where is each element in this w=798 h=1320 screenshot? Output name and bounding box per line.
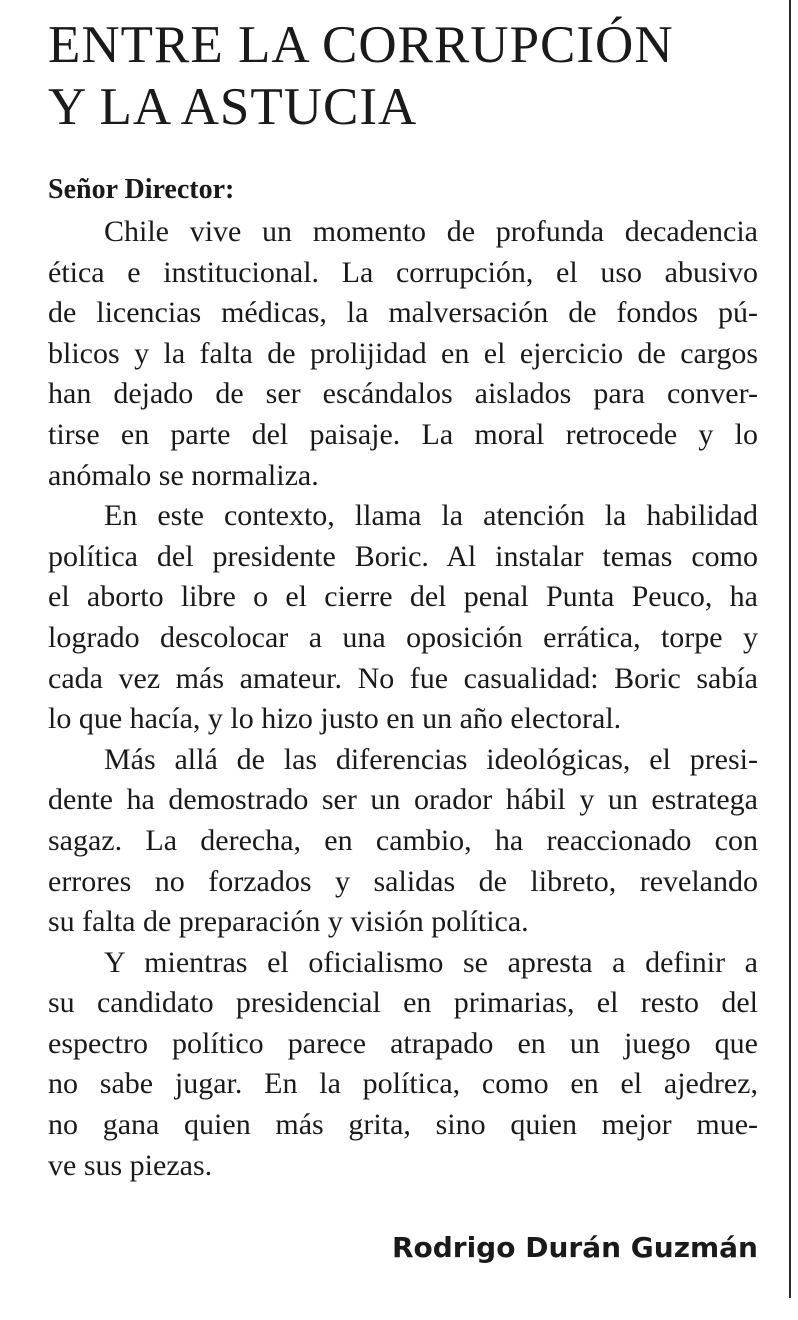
text-line: el aborto libre o el cierre del penal Punta Peuco, ha (48, 580, 758, 614)
text-line: política del presidente Boric. Al instalar temas como (48, 539, 758, 573)
author-signature: Rodrigo Durán Guzmán (391, 1231, 758, 1264)
text-line: han dejado de ser escándalos aislados para conver- (48, 377, 758, 411)
text-line: sagaz. La derecha, en cambio, ha reaccionado con (48, 823, 758, 857)
text-line: En este contexto, llama la atención la habilidad (104, 499, 758, 533)
text-line: de licencias médicas, la malversación de fondos pú- (48, 296, 758, 330)
text-line: no gana quien más grita, sino quien mejor mue- (48, 1108, 758, 1142)
text-line: ve sus piezas. (48, 1148, 213, 1182)
letter-body (48, 212, 758, 1186)
text-line: Más allá de las diferencias ideológicas, el presi- (104, 742, 758, 776)
paragraph-4 (48, 943, 758, 1187)
text-line: su candidato presidencial en primarias, el resto del (48, 986, 758, 1020)
title-line: ENTRE LA CORRUPCIÓN (48, 16, 674, 74)
text-line: errores no forzados y salidas de libreto, revelando (48, 864, 758, 898)
text-line: logrado descolocar a una oposición errática, torpe y (48, 620, 758, 654)
text-line: cada vez más amateur. No fue casualidad: Boric sabía (48, 661, 758, 695)
text-line: no sabe jugar. En la política, como en el ajedrez, (48, 1067, 758, 1101)
letter-title (48, 14, 778, 138)
paragraph-1 (48, 212, 758, 496)
salutation: Señor Director: (48, 174, 235, 205)
text-line: blicos y la falta de prolijidad en el ejercicio de cargos (48, 336, 758, 370)
title-line: Y LA ASTUCIA (48, 78, 418, 136)
text-line: lo que hacía, y lo hizo justo en un año electoral. (48, 702, 622, 736)
text-line: anómalo se normaliza. (48, 458, 319, 492)
paragraph-2 (48, 496, 758, 740)
text-line: ética e institucional. La corrupción, el uso abusivo (48, 255, 758, 289)
text-line: Y mientras el oficialismo se apresta a definir a (104, 945, 758, 979)
column-rule (789, 0, 791, 1298)
text-line: su falta de preparación y visión política. (48, 905, 529, 939)
text-line: Chile vive un momento de profunda decadencia (104, 215, 758, 248)
text-line: espectro político parece atrapado en un juego que (48, 1026, 758, 1060)
text-line: dente ha demostrado ser un orador hábil y un estratega (48, 783, 758, 817)
text-line: tirse en parte del paisaje. La moral retrocede y lo (48, 417, 758, 451)
paragraph-3 (48, 740, 758, 943)
